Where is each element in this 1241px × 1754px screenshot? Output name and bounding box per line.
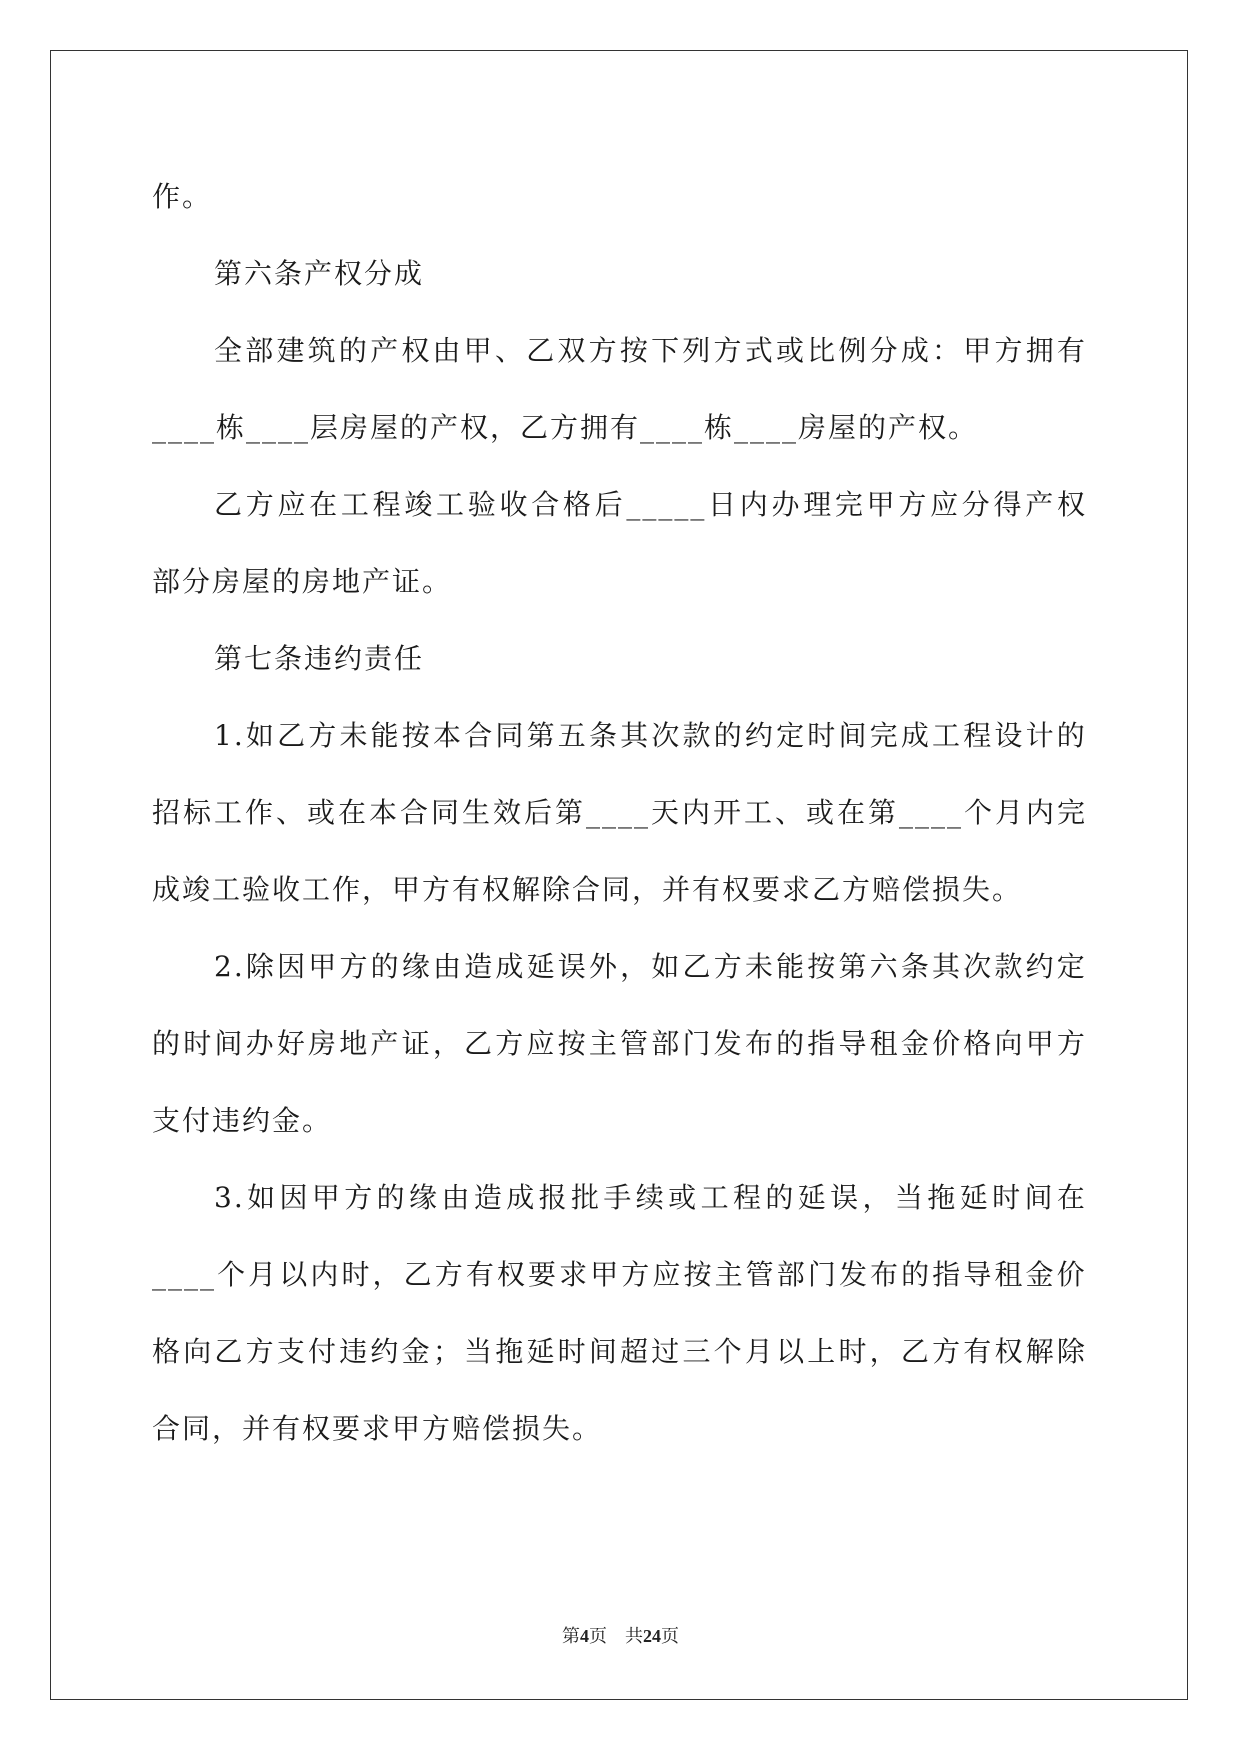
text-glyph: 时	[992, 1181, 1023, 1214]
text-glyph: 同	[431, 796, 462, 829]
text-glyph: 门	[807, 1258, 838, 1291]
text-glyph: 延	[959, 1181, 990, 1214]
text-glyph: 如	[245, 719, 276, 752]
text-glyph: 定	[1056, 950, 1087, 983]
text-glyph: 成	[495, 950, 526, 983]
text-glyph: 向	[183, 1335, 214, 1368]
text-glyph: 方	[495, 1027, 526, 1060]
text-glyph: 生	[462, 796, 493, 829]
text-glyph: 权	[496, 1258, 527, 1291]
text-glyph: 效	[493, 796, 524, 829]
paragraph-line	[152, 466, 1087, 543]
text-glyph: _____	[626, 488, 707, 521]
text-glyph: 乙	[526, 334, 557, 367]
text-glyph: 分	[961, 488, 992, 521]
text-glyph: 其	[620, 719, 651, 752]
document-body	[152, 158, 1087, 1467]
text-glyph: 计	[1025, 719, 1056, 752]
text-glyph: 工	[700, 1181, 731, 1214]
text-glyph: 向	[994, 1027, 1025, 1060]
paragraph-line: 作。	[152, 180, 213, 213]
text-glyph: 或	[775, 334, 806, 367]
text-glyph: 在	[1056, 1181, 1087, 1214]
text-glyph: 上	[807, 1335, 838, 1368]
text-glyph: 工	[932, 719, 963, 752]
paragraph-line	[152, 312, 1087, 389]
text-glyph: 能	[776, 950, 807, 983]
text-glyph: 工	[214, 796, 245, 829]
text-glyph: 开	[712, 796, 743, 829]
text-glyph: 合	[400, 796, 431, 829]
text-glyph: ，	[620, 950, 651, 983]
text-glyph: 合	[464, 719, 495, 752]
text-glyph: 有	[1056, 334, 1087, 367]
text-glyph: 产	[370, 1027, 401, 1060]
text-glyph: 金	[401, 1335, 432, 1368]
text-glyph: 的	[765, 1181, 796, 1214]
paragraph-line	[152, 1236, 1087, 1313]
text-glyph: 在	[338, 796, 369, 829]
text-glyph: 条	[588, 719, 619, 752]
text-glyph: ；	[432, 1335, 463, 1368]
text-glyph: 款	[682, 719, 713, 752]
text-glyph: 由	[432, 334, 463, 367]
text-glyph: 次	[963, 950, 994, 983]
text-glyph: 方	[932, 1335, 963, 1368]
text-glyph: 程	[963, 719, 994, 752]
text-glyph: 部	[776, 1258, 807, 1291]
text-glyph: 按	[807, 950, 838, 983]
text-glyph: 格	[562, 488, 593, 521]
text-glyph: 按	[401, 719, 432, 752]
text-glyph: 批	[571, 1181, 602, 1214]
text-glyph: 除	[1056, 1335, 1087, 1368]
text-glyph: 格	[963, 1027, 994, 1060]
text-glyph: 有	[465, 1258, 496, 1291]
text-glyph: 第	[867, 796, 898, 829]
text-glyph: ，	[869, 1335, 900, 1368]
text-glyph: 比	[807, 334, 838, 367]
text-glyph: 乙	[214, 1335, 245, 1368]
text-glyph: 验	[467, 488, 498, 521]
text-glyph: 缘	[409, 1181, 440, 1214]
text-glyph: 价	[1056, 1258, 1087, 1291]
text-glyph: 门	[682, 1027, 713, 1060]
text-glyph: 甲	[463, 334, 494, 367]
text-glyph: 如	[247, 1181, 278, 1214]
paragraph-line	[152, 928, 1087, 1005]
text-glyph: 求	[559, 1258, 590, 1291]
text-glyph: 2.	[214, 950, 245, 983]
paragraph-line	[152, 697, 1087, 774]
text-glyph: 指	[807, 1027, 838, 1060]
text-glyph: ____	[898, 796, 963, 829]
text-glyph: 时	[838, 1335, 869, 1368]
text-glyph: 拥	[1025, 334, 1056, 367]
text-glyph: 管	[620, 1027, 651, 1060]
text-glyph: 约	[1025, 950, 1056, 983]
text-glyph: 天	[650, 796, 681, 829]
paragraph-line	[152, 1313, 1087, 1390]
text-glyph: 应	[277, 488, 308, 521]
text-glyph: 后	[594, 488, 625, 521]
text-glyph: 造	[473, 1181, 504, 1214]
text-glyph: 误	[830, 1181, 861, 1214]
text-glyph: 间	[838, 719, 869, 752]
text-glyph: 方	[898, 488, 929, 521]
text-glyph: 个	[963, 796, 994, 829]
text-glyph: 第	[555, 796, 586, 829]
text-glyph: 条	[900, 950, 931, 983]
text-glyph: 主	[588, 1027, 619, 1060]
text-glyph: 报	[538, 1181, 569, 1214]
text-glyph: 、	[494, 334, 525, 367]
text-glyph: 建	[276, 334, 307, 367]
text-glyph: 筑	[307, 334, 338, 367]
text-glyph: 甲	[590, 1258, 621, 1291]
text-glyph: 能	[370, 719, 401, 752]
text-glyph: 指	[932, 1258, 963, 1291]
text-glyph: 价	[932, 1027, 963, 1060]
text-glyph: 月	[744, 1335, 775, 1368]
text-glyph: 第	[838, 950, 869, 983]
page-total: 24	[643, 1626, 661, 1646]
text-glyph: 程	[372, 488, 403, 521]
text-glyph: 或	[668, 1181, 699, 1214]
text-glyph: 月	[994, 796, 1025, 829]
article-heading-six: 第六条产权分成	[214, 257, 425, 290]
text-glyph: 部	[245, 334, 276, 367]
text-glyph: 三	[682, 1335, 713, 1368]
text-glyph: 作	[245, 796, 276, 829]
text-glyph: 手	[603, 1181, 634, 1214]
text-glyph: 要	[528, 1258, 559, 1291]
text-glyph: 时	[557, 1335, 588, 1368]
paragraph-line	[152, 774, 1087, 851]
text-glyph: 按	[557, 1027, 588, 1060]
text-glyph: 的	[713, 719, 744, 752]
text-glyph: 导	[838, 1027, 869, 1060]
text-glyph: 竣	[404, 488, 435, 521]
text-glyph: 房	[308, 1027, 339, 1060]
text-glyph: 月	[248, 1258, 279, 1291]
text-glyph: 甲	[866, 488, 897, 521]
text-glyph: 方	[1056, 1027, 1087, 1060]
article-heading-seven: 第七条违约责任	[214, 642, 425, 675]
text-glyph: 延	[526, 1335, 557, 1368]
text-glyph: 理	[803, 488, 834, 521]
text-glyph: 的	[901, 1258, 932, 1291]
text-glyph: 或	[805, 796, 836, 829]
text-glyph: 间	[214, 1027, 245, 1060]
text-glyph: 内	[739, 488, 770, 521]
text-glyph: 标	[183, 796, 214, 829]
text-glyph: 收	[499, 488, 530, 521]
text-glyph: 的	[376, 1181, 407, 1214]
page-prefix: 第	[562, 1626, 580, 1646]
paragraph-line: 成竣工验收工作，甲方有权解除合同，并有权要求乙方赔偿损失。	[152, 873, 1023, 906]
text-glyph: 时	[183, 1027, 214, 1060]
text-glyph: ____	[586, 796, 650, 829]
text-glyph: 方	[713, 334, 744, 367]
text-glyph: 解	[1025, 1335, 1056, 1368]
text-glyph: 例	[838, 334, 869, 367]
text-glyph: 布	[870, 1258, 901, 1291]
text-glyph: 约	[370, 1335, 401, 1368]
text-glyph: 方	[588, 334, 619, 367]
text-glyph: 以	[776, 1335, 807, 1368]
text-glyph: 3.	[214, 1181, 245, 1214]
text-glyph: 方	[245, 1335, 276, 1368]
text-glyph: ，	[862, 1181, 893, 1214]
text-glyph: 、	[276, 796, 307, 829]
text-glyph: 内	[1025, 796, 1056, 829]
text-glyph: 续	[635, 1181, 666, 1214]
text-glyph: 或	[307, 796, 338, 829]
text-glyph: 延	[797, 1181, 828, 1214]
text-glyph: 金	[900, 1027, 931, 1060]
text-glyph: 主	[714, 1258, 745, 1291]
text-glyph: 因	[279, 1181, 310, 1214]
text-glyph: 乙	[900, 1335, 931, 1368]
text-glyph: 次	[651, 719, 682, 752]
text-glyph: 个	[713, 1335, 744, 1368]
text-glyph: 约	[744, 719, 775, 752]
text-glyph: 在	[836, 796, 867, 829]
text-glyph: 违	[339, 1335, 370, 1368]
text-glyph: 得	[993, 488, 1024, 521]
text-glyph: 由	[441, 1181, 472, 1214]
text-glyph: 设	[994, 719, 1025, 752]
text-glyph: 乙	[277, 719, 308, 752]
text-glyph: 时	[807, 719, 838, 752]
text-glyph: 按	[619, 334, 650, 367]
text-glyph: 甲	[963, 334, 994, 367]
text-glyph: 布	[744, 1027, 775, 1060]
text-glyph: 在	[309, 488, 340, 521]
text-glyph: 延	[526, 950, 557, 983]
text-glyph: 甲	[308, 950, 339, 983]
page-footer	[0, 1622, 1241, 1648]
text-glyph: 造	[464, 950, 495, 983]
text-glyph: 间	[588, 1335, 619, 1368]
text-glyph: 乙	[682, 950, 713, 983]
text-glyph: 外	[588, 950, 619, 983]
text-glyph: 本	[433, 719, 464, 752]
text-glyph: 甲	[1025, 1027, 1056, 1060]
page-suffix: 页	[589, 1626, 607, 1646]
text-glyph: 的	[370, 950, 401, 983]
text-glyph: 工	[436, 488, 467, 521]
paragraph-line: 部分房屋的房地产证。	[152, 565, 453, 598]
text-glyph: 同	[495, 719, 526, 752]
text-glyph: 发	[713, 1027, 744, 1060]
text-glyph: 未	[339, 719, 370, 752]
text-glyph: 如	[651, 950, 682, 983]
text-glyph: 应	[526, 1027, 557, 1060]
text-glyph: 、	[774, 796, 805, 829]
text-glyph: 间	[1024, 1181, 1055, 1214]
text-glyph: 金	[1025, 1258, 1056, 1291]
text-glyph: 方	[308, 719, 339, 752]
text-glyph: 成	[900, 719, 931, 752]
text-glyph: 租	[869, 1027, 900, 1060]
text-glyph: 有	[963, 1335, 994, 1368]
text-glyph: 产	[1025, 488, 1056, 521]
text-glyph: 五	[557, 719, 588, 752]
text-glyph: 其	[932, 950, 963, 983]
text-glyph: 当	[894, 1181, 925, 1214]
text-glyph: 的	[338, 334, 369, 367]
paragraph-line: 支付违约金。	[152, 1104, 333, 1137]
text-glyph: 未	[744, 950, 775, 983]
text-glyph: 合	[531, 488, 562, 521]
text-glyph: 误	[557, 950, 588, 983]
text-glyph: 方	[994, 334, 1025, 367]
text-glyph: 日	[708, 488, 739, 521]
text-glyph: 产	[370, 334, 401, 367]
total-suffix: 页	[661, 1626, 679, 1646]
paragraph-line: ____栋____层房屋的产权，乙方拥有____栋____房屋的产权。	[152, 411, 979, 444]
text-glyph: 六	[869, 950, 900, 983]
text-glyph: ：	[932, 334, 963, 367]
text-glyph: 地	[339, 1027, 370, 1060]
text-glyph: 因	[277, 950, 308, 983]
text-glyph: 权	[401, 334, 432, 367]
text-glyph: 定	[776, 719, 807, 752]
text-glyph: 的	[152, 1027, 183, 1060]
text-glyph: 1.	[214, 719, 245, 752]
text-glyph: 以	[279, 1258, 310, 1291]
text-glyph: ，	[432, 1027, 463, 1060]
text-glyph: 当	[464, 1335, 495, 1368]
text-glyph: 工	[340, 488, 371, 521]
text-glyph: 乙	[464, 1027, 495, 1060]
text-glyph: 支	[276, 1335, 307, 1368]
text-glyph: 部	[651, 1027, 682, 1060]
text-glyph: 发	[838, 1258, 869, 1291]
paragraph-line	[152, 1005, 1087, 1082]
text-glyph: 完	[834, 488, 865, 521]
text-glyph: 方	[245, 488, 276, 521]
text-glyph: 方	[434, 1258, 465, 1291]
text-glyph: 证	[401, 1027, 432, 1060]
text-glyph: 乙	[214, 488, 245, 521]
text-glyph: 本	[369, 796, 400, 829]
text-glyph: 按	[683, 1258, 714, 1291]
text-glyph: ____	[152, 1258, 216, 1291]
text-glyph: 下	[651, 334, 682, 367]
text-glyph: 招	[152, 796, 183, 829]
text-glyph: 方	[621, 1258, 652, 1291]
text-glyph: 权	[1056, 488, 1087, 521]
text-glyph: 格	[152, 1335, 183, 1368]
text-glyph: 成	[900, 334, 931, 367]
text-glyph: 列	[682, 334, 713, 367]
paragraph-line	[152, 1159, 1087, 1236]
text-glyph: 乙	[403, 1258, 434, 1291]
text-glyph: 程	[732, 1181, 763, 1214]
text-glyph: 完	[1056, 796, 1087, 829]
text-glyph: 方	[713, 950, 744, 983]
text-glyph: 租	[994, 1258, 1025, 1291]
total-prefix: 共	[625, 1626, 643, 1646]
paragraph-line: 合同，并有权要求甲方赔偿损失。	[152, 1412, 603, 1445]
text-glyph: 拖	[495, 1335, 526, 1368]
text-glyph: 内	[681, 796, 712, 829]
text-glyph: 的	[776, 1027, 807, 1060]
text-glyph: 甲	[311, 1181, 342, 1214]
text-glyph: 应	[652, 1258, 683, 1291]
text-glyph: 方	[344, 1181, 375, 1214]
text-glyph: 管	[745, 1258, 776, 1291]
text-glyph: 完	[869, 719, 900, 752]
text-glyph: 款	[994, 950, 1025, 983]
text-glyph: 双	[557, 334, 588, 367]
text-glyph: 时	[341, 1258, 372, 1291]
text-glyph: 办	[245, 1027, 276, 1060]
text-glyph: 个	[217, 1258, 248, 1291]
text-glyph: 过	[651, 1335, 682, 1368]
text-glyph: 由	[433, 950, 464, 983]
page-current: 4	[580, 1626, 589, 1646]
text-glyph: 除	[245, 950, 276, 983]
text-glyph: 办	[771, 488, 802, 521]
text-glyph: 拖	[927, 1181, 958, 1214]
text-glyph: 的	[1056, 719, 1087, 752]
text-glyph: 超	[620, 1335, 651, 1368]
text-glyph: 内	[310, 1258, 341, 1291]
text-glyph: 工	[743, 796, 774, 829]
text-glyph: 应	[930, 488, 961, 521]
text-glyph: 成	[506, 1181, 537, 1214]
text-glyph: 第	[526, 719, 557, 752]
text-glyph: 付	[308, 1335, 339, 1368]
text-glyph: 式	[744, 334, 775, 367]
text-glyph: 后	[524, 796, 555, 829]
text-glyph: 方	[339, 950, 370, 983]
text-glyph: ，	[372, 1258, 403, 1291]
text-glyph: 全	[214, 334, 245, 367]
text-glyph: 缘	[401, 950, 432, 983]
text-glyph: 好	[276, 1027, 307, 1060]
text-glyph: 权	[994, 1335, 1025, 1368]
text-glyph: 导	[963, 1258, 994, 1291]
text-glyph: 分	[869, 334, 900, 367]
